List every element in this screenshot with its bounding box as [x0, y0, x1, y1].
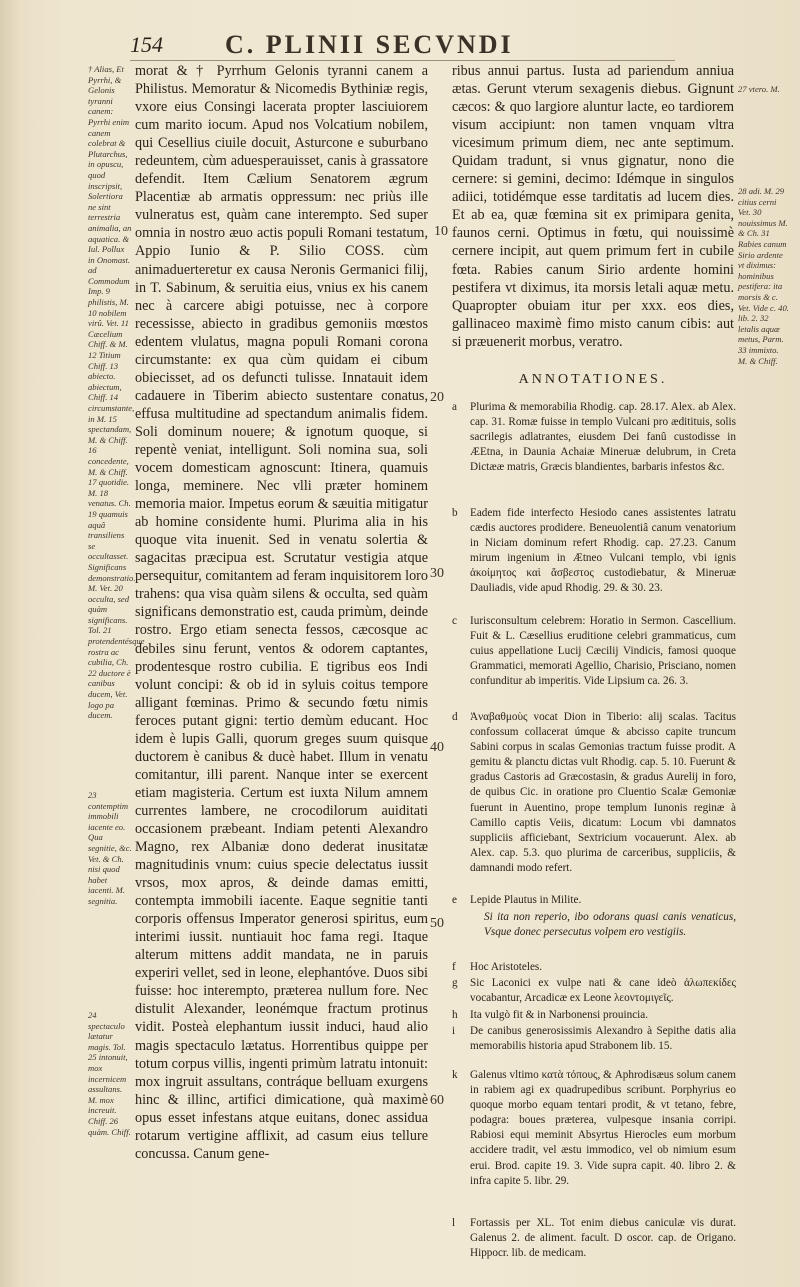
main-text-right: ribus annui partus. Iusta ad pariendum anniua ætas. Gerunt vterum sexagenis diebus. Gignunt cæcos: & quo largiore aluntur lacte, eo tardiorem visum accipiunt: non tamen vnquam vltra vicesimum primum diem, nec ante septimum. Quidam tradunt, si vnus gignatur, nono die cernere: si gemini, decimo: Idémque in singulos adiici, totidémque esse tarditatis ad lucem dies. Et ab ea, quæ fœmina sit ex primipara genita, faunos cerni. Optimus in fœtu, qui nouissimè cernere incipit, aut quem primum fert in cubile fœta. Rabies canum Sirio ardente homini pestifera vt diximus, ita morsis letali aquæ metu. Quapropter obuiam itur per xxx. eos dies, gallinaceo maximè fimo misto canum cibis: aut si præuenerit morbus, veratro. — [452, 63, 734, 350]
annotation-l — [452, 1216, 736, 1261]
annotation-text: Ἀναβαθμοὺς vocat Dion in Tiberio: alij scalas. Tacitus confossum collacerat úmque & abcisso capite truncum Sabini corpus in scalas Gemonias tractum fuisse prodit. A gemitu & planctu dictas vult Rhodig. cap. 5. 10. Fuerunt & gradus Castoris ad Græcostasin, & gradus Aurelij in foro, de quibus Cic. in oratione pro Cluentio Scalæ Gemoniæ fuerunt in Auentino, prope templum Iunonis reginæ à Camillo captis Veiis, dicatum: Locum vbi damnatos suppliciis afficiebant, Sextricium vocauerunt. Alex. ab Alex. cap. 5.3. quo plurima de carceribus, suppliciis, & damnandi modo refert. — [470, 711, 736, 874]
annotation-c — [452, 614, 736, 689]
annotation-letter: d — [452, 711, 458, 723]
line-number-30: 30 — [430, 566, 444, 581]
annotation-verse — [452, 910, 736, 940]
annotation-b — [452, 506, 736, 597]
annotation-text: Iurisconsultum celebrem: Horatio in Sermon. Cascellium. Fuit & L. Cæsellius eruditione celebri grammaticus, cum cuius appellatione Lucij Cæcilij Vindicis, famosi quoque Grammatici, memorati Agellio, Charisio, Prisciano, nomen confunditur ab imperitis. Vide Lipsium ca. 26. 3. — [470, 615, 736, 688]
left-margin-notes-2: 23 contemptim immobili iacente eo. Qua segnitie, &c. Vet. & Ch. nisi quod habet iacenti. M. segnitia. — [88, 790, 132, 906]
line-number-10: 10 — [434, 224, 448, 239]
annotation-letter: f — [452, 961, 456, 973]
annotation-letter: l — [452, 1217, 456, 1229]
annotation-text: Fortassis per XL. Tot enim diebus caniculæ vis durat. Galenus 2. de aliment. facult. D oscor. cap. de Origano. Hippocr. lib. de medicam. — [470, 1217, 736, 1260]
annotation-text: Si ita non reperio, ibo odorans quasi canis venaticus, Vsque donec persecutus volpem ero vestigiis. — [484, 911, 736, 939]
annotation-letter: h — [452, 1009, 458, 1021]
annotation-k — [452, 1068, 736, 1189]
left-margin-notes-1: † Alias, Et Pyrrhi, & Gelonis tyranni canem: Pyrrhi enim canem colebrat & Plutarchus, in opuscu, quod inscripsit, Solertiora ne sint terrestria animalia, an aquatica. & Iul. Pollux in Onomast. ad Commodum Imp. 9 philistis, M. 10 nobilem virû. Vet. 11 Cæcelium Chiff. & M. 12 Titium Chiff. 13 abiecto. abiectum, Chiff. 14 circumstante, in M. 15 spectandam, M. & Chiff. 16 concedente, M. & Chiff. 17 quotidie. M. 18 venatus. Ch. 19 quamuis aquâ transiliens se occultasset. Significans demonstratio. M. Vet. 20 occulta, sed quàm significans. Tol. 21 protendentésque rostra ac cubilia, Ch. 22 ductore è canibus ducem, Vet. logo pa ducem. — [88, 64, 145, 721]
annotation-text: Lepide Plautus in Milite. — [470, 894, 582, 906]
annotation-text: Ita vulgò fit & in Narbonensi prouincia. — [470, 1009, 649, 1021]
annotation-letter: g — [452, 977, 458, 989]
line-number-60: 60 — [430, 1093, 444, 1108]
main-text-left-column — [135, 62, 428, 1163]
main-text-right-column — [452, 62, 734, 351]
annotation-letter: e — [452, 894, 457, 906]
annotation-h — [452, 1008, 736, 1023]
annotation-g — [452, 976, 736, 1006]
annotation-letter: b — [452, 507, 458, 519]
annotation-text: Hoc Aristoteles. — [470, 961, 543, 973]
annotation-e — [452, 893, 736, 908]
left-margin-notes-3: 24 spectaculo lætatur magis. Tol. 25 intonuit, mox incernicem assultans. M. mox increuit. Chiff. 26 quàm. Chiff. — [88, 1010, 131, 1137]
annotation-text: Galenus vltimo κατὰ τόπους, & Aphrodisæus solum canem in rabiem agi ex quadrupedibus scribunt. Porphyrius eo quoque morbo equam tentari prodit, & vt tetano, febre, podagra: boues præterea, vulpesque insania corripi. Rabiosi equi meminit Absyrtus Hierocles eum morbum accidere tradit, vel æstu immodico, vel ob nimium esum erui. Brod. capite 19. 3. Vide supra capit. 40. libro 2. & infra capite 5. libr. 29. — [470, 1069, 736, 1187]
main-text-left: morat & † Pyrrhum Gelonis tyranni canem a Philistus. Memoratur & Nicomedis Bythiniæ regis, vxore eius Consingi lacerata propter lasciuiorem cum marito iocum. Apud nos Volcatium nobilem, qui Cesellius ciuile docuit, Asturcone e suburbano redeuntem, cùm aduesperauisset, canis à grassatore defendit. Item Cælium Senatorem ægrum Placentiæ ab armatis oppressum: nec priùs ille vulneratus est, quàm cane interempto. Sed super omnia in nostro æuo actis populi Romani testatum, Appio Iunio & P. Silio COSS. cùm animaduerteretur ex causa Neronis Germanici filij, in T. Sabinum, & seruitia eius, vnius ex his canem nec à carcere abigi potuisse, nec à corpore recessisse, abiecto in gradibus gemoniis mœstos edentem vlulatus, magna populi Romani corona circumstante: ex qua cùm quidam ei cibum obiecisset, ad os defuncti tulisse. Innatauit idem cadauere in Tiberim abiecto sustentare conatus, effusa multitudine ad spectandum animalis fidem. Soli dominum nouere; & ignotum quoque, si repentè veniat, intelligunt. Soli nomina sua, soli vocem domesticam agnoscunt: Itinera, quamuis longa, meminere. Nec vlli præter hominem memoria maior. Impetus eorum & sæuitia mitigatur ab homine considente humi. Plurima alia in his quoque vita inuenit. Sed in venatu solertia & sagacitas præcipua est. Scrutatur vestigia atque persequitur, comitantem ad feram inquisitorem loro trahens: qua visa quàm silens & occulta, sed quàm significans demonstratio est, cauda primùm, deinde rostro. Ergo etiam senecta fessos, cæcosque ac debiles sinu ferunt, ventos & odorem captantes, prodentesque rostro cubilia. E tigribus eos Indi volunt concipi: & ob id in syluis coitus tempore alligant fœminas. Primo & secundo fœtu nimis feroces putant gigni: tertio demùm educant. Hoc idem è lupis Galli, quorum greges suum quisque ductorem è canibus & ducè habet. Illum in venatu comitantur, illi parent. Nanque inter se exercent etiam magisteria. Certum est iuxta Nilum amnem currentes lambere, ne crocodilorum auiditati occasionem præbeant. Indiam petenti Alexandro Magno, rex Albaniæ dono dederat inusitatæ magnitudinis vnum: cuius specie delectatus iussit vrsos, mox apros, & deinde damas emitti, contempta immobili iacente. Eaque segnitie tanti corporis offensus Imperator generosi spiritus, eum interimi iussit. nuntiauit hoc fama regi. Itaque alterum mittens addit mandata, ne in paruis experiri vellet, sed in leone, elephantóve. Duos sibi fuisse: hoc interempto, præterea nullum fore. Nec distulit Alexander, leonémque fractum protinus vidit. Posteà elephantum iussit induci, haud alio magis spectaculo lætatus. Horrentibus quippe per totum corpus villis, ingenti primùm latratu intonuit: mox ingruit assultans, contráque belluam exurgens hinc & illinc, artifici dimicatione, quà maximè opus esset infestans atque euitans, donec assidua rotarum vertigine afflixit, ad casum eius tellure concussa. Canum gene- — [135, 63, 428, 1162]
header-rule — [130, 60, 675, 61]
annotation-d — [452, 710, 736, 876]
annotation-text: Sic Laconici ex vulpe nati & cane ideò ἀλωπεκίδες vocabantur, Arcadicæ ex Leone λεοντομιγεῖς. — [470, 977, 736, 1005]
annotations-heading: ANNOTATIONES. — [518, 372, 668, 387]
annotation-i — [452, 1024, 736, 1054]
line-number-40: 40 — [430, 740, 444, 755]
annotation-text: Eadem fide interfecto Hesiodo canes assistentes latratu cædis auctores prodidere. Beneuolentiâ canum venatorium in Niciam dominum refert Rhodig. cap. 27.23. Canum mirum ingenium in Ætneo Vulcani templo, vbi ignis ἀκοίμητος καὶ ἄσβεστος custodiebatur, & Mineruæ Dauliadis, vide apud Rhodig. 29. & 30. 23. — [470, 507, 736, 595]
annotation-text: De canibus generosissimis Alexandro à Sepithe datis alia memorabilis historia apud Strabonem lib. 15. — [470, 1025, 736, 1053]
right-margin-notes-1: 27 vtero. M. — [738, 84, 780, 94]
annotation-text: Plurima & memorabilia Rhodig. cap. 28.17. Alex. ab Alex. cap. 31. Romæ fuisse in templo Vulcani pro æditituis, solis sacrilegis adlatrantes, eiusdem Dei fanû custodisse in ÆEtna, in Daunia Achaiæ Mineruæ delubrum, in Creta Dictææ matris, Græcis blandientes, barbaris infestos &c. — [470, 401, 736, 474]
gutter-shadow — [0, 0, 18, 1287]
right-margin-notes-2: 28 adi. M. 29 citius cerni Vet. 30 nouissimus M. & Ch. 31 Rabies canum Sirio ardente vt diximus: hominibus pestifera: ita morsis & c. Vet. Vide c. 40. lib. 2. 32 letalis aquæ metus, Parm. 33 immixto. M. & Chiff. — [738, 186, 789, 366]
line-number-20: 20 — [430, 390, 444, 405]
annotation-a — [452, 400, 736, 475]
page-header — [130, 30, 730, 60]
page-number: 154 — [130, 32, 163, 57]
annotation-letter: c — [452, 615, 457, 627]
annotation-letter: a — [452, 401, 457, 413]
line-number-50: 50 — [430, 916, 444, 931]
annotation-letter: k — [452, 1069, 458, 1081]
annotation-f — [452, 960, 736, 975]
running-head: C. PLINII SECVNDI — [225, 30, 514, 59]
annotation-letter: i — [452, 1025, 456, 1037]
